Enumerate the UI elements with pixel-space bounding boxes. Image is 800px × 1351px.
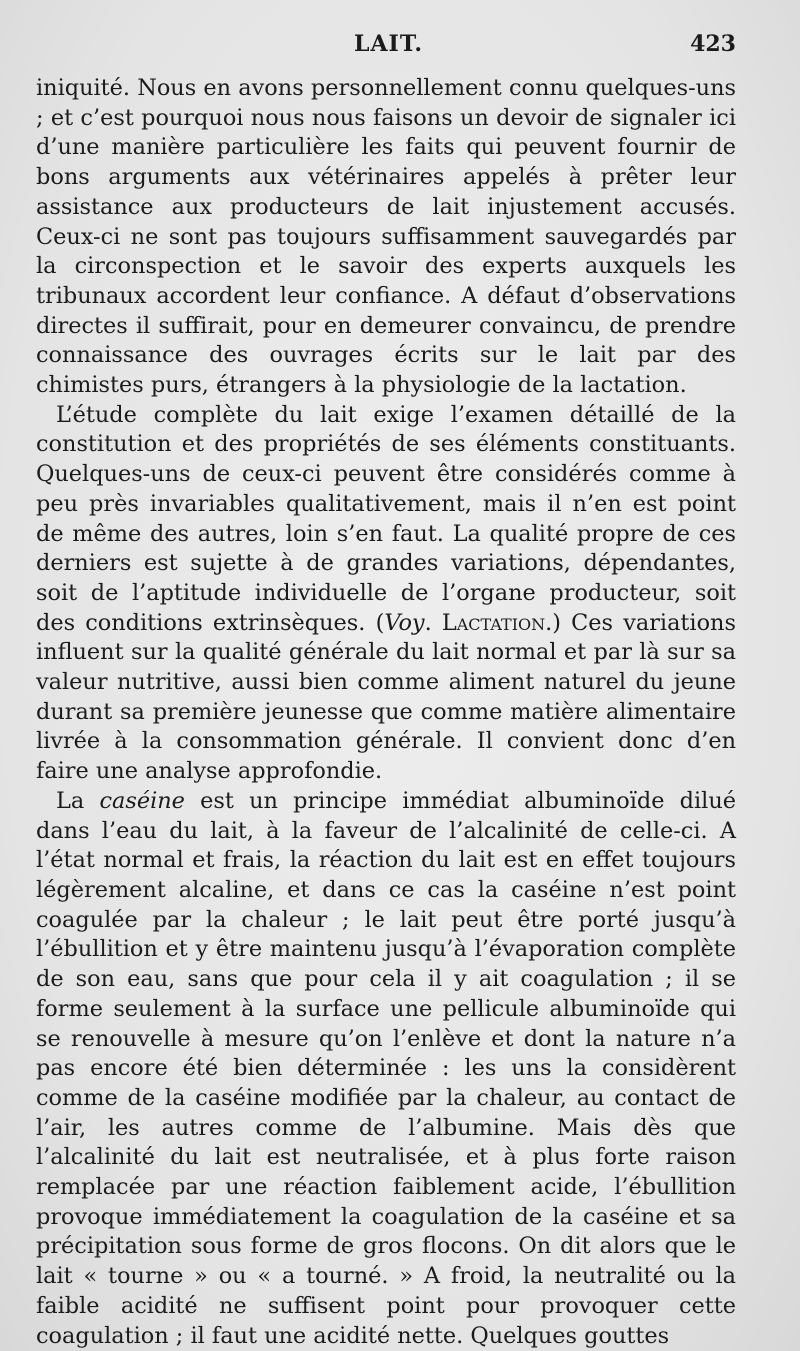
running-title: LAIT. bbox=[354, 31, 424, 57]
page-number: 423 bbox=[690, 31, 736, 57]
cross-reference-target: Lactation bbox=[441, 609, 546, 636]
paragraph-3-lead: La bbox=[56, 787, 100, 814]
paragraph-3 bbox=[36, 787, 736, 1351]
term-caseine: caséine bbox=[99, 787, 185, 814]
paragraph-2-text-after: .) Ces variations influent sur la qualité générale du lait normal et par là sur sa valeur nutritive, aussi bien comme aliment naturel du jeune durant sa première jeunesse que comme matière alimentaire livrée à la consommation générale. Il convient donc d’en faire une analyse approfondie. bbox=[36, 609, 736, 785]
body-text bbox=[36, 74, 736, 1351]
paragraph-2 bbox=[36, 401, 736, 787]
paragraph-3-text: est un principe immédiat albuminoïde dilué dans l’eau du lait, à la faveur de l’alcalinité de celle-ci. A l’état normal et frais, la réaction du lait est en effet toujours légèrement alcaline, et dans ce cas la caséine n’est point coagulée par la chaleur ; le lait peut être porté jusqu’à l’ébullition et y être maintenu jusqu’à l’évaporation complète de son eau, sans que pour cela il y ait coagulation ; il se forme seulement à la surface une pellicule albuminoïde qui se renouvelle à mesure qu’on l’enlève et dont la nature n’a pas encore été bien déterminée : les uns la considèrent comme de la caséine modifiée par la chaleur, au contact de l’air, les autres comme de l’albumine. Mais dès que l’alcalinité du lait est neutralisée, et à plus forte raison remplacée par une réaction faiblement acide, l’ébullition provoque immédiatement la coagulation de la caséine et sa précipitation sous forme de gros flocons. On dit alors que le lait « tourne » ou « a tourné. » A froid, la neutralité ou la faible acidité ne suffisent point pour provoquer cette coagulation ; il faut une acidité nette. Quelques gouttes bbox=[36, 787, 736, 1349]
cross-reference-dot: . bbox=[424, 609, 442, 636]
paragraph-1: iniquité. Nous en avons personnellement connu quelques-uns ; et c’est pourquoi nous nous faisons un devoir de signaler ici d’une manière particulière les faits qui peuvent fournir de bons arguments aux vétérinaires appelés à prêter leur assistance aux producteurs de lait injustement accusés. Ceux-ci ne sont pas toujours suffisamment sauvegardés par la circonspection et le savoir des experts auxquels les tribunaux accordent leur confiance. A défaut d’observations directes il suffirait, pour en demeurer convaincu, de prendre connaissance des ouvrages écrits sur le lait par des chimistes purs, étrangers à la physiologie de la lactation. bbox=[36, 75, 736, 399]
paragraph-2-text-before: L’étude complète du lait exige l’examen détaillé de la constitution et des propriétés de ses éléments constituants. Quelques-uns de ceux-ci peuvent être considérés comme à peu près invariables qualitativement, mais il n’en est point de même des autres, loin s’en faut. La qualité propre de ces derniers est sujette à de grandes variations, dépendantes, soit de l’aptitude individuelle de l’organe producteur, soit des conditions extrinsèques. ( bbox=[36, 401, 736, 636]
cross-reference-voy: Voy bbox=[384, 609, 425, 636]
page-header bbox=[36, 31, 736, 59]
